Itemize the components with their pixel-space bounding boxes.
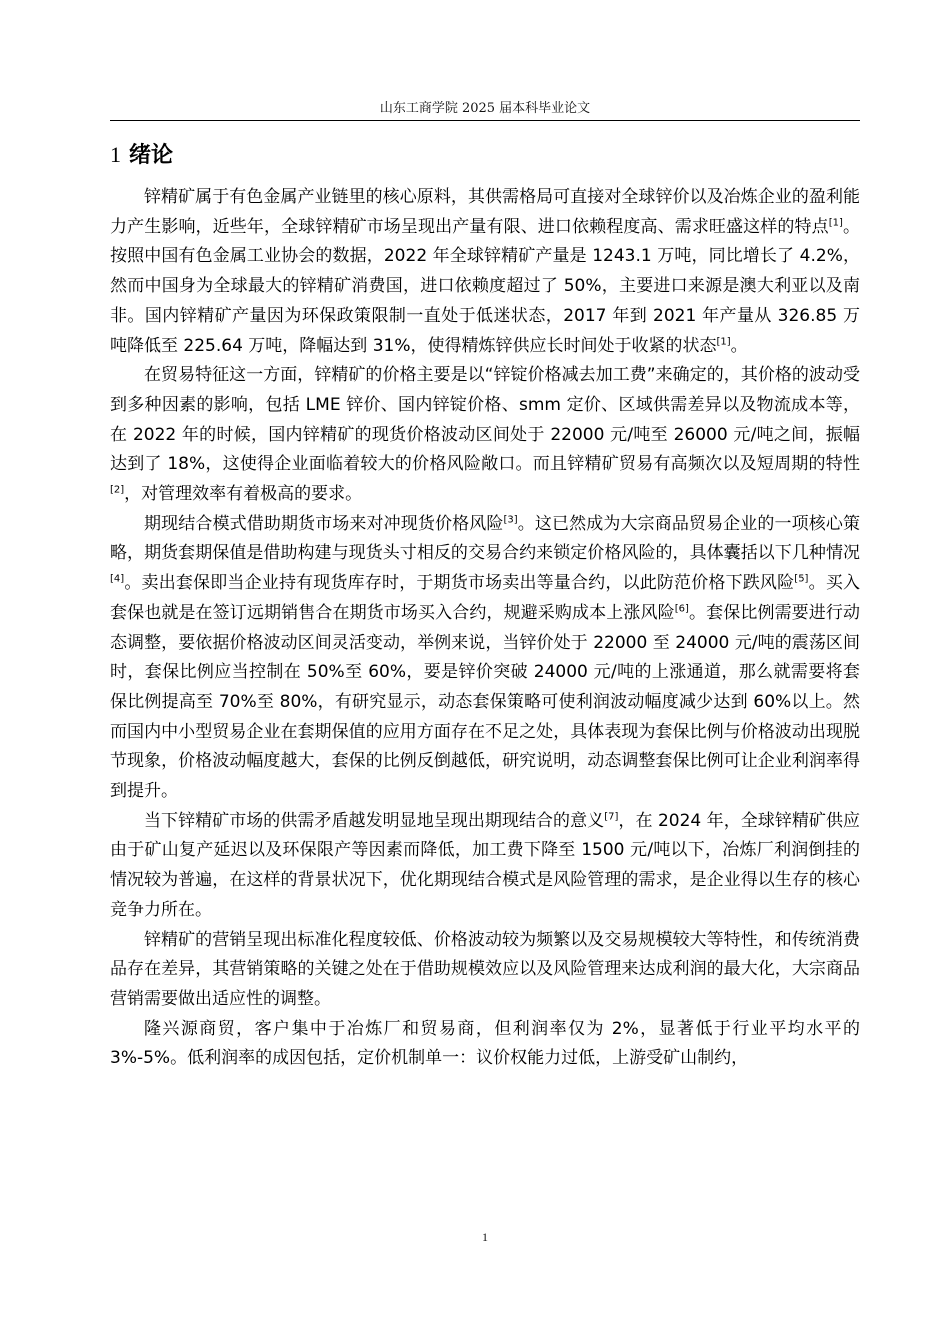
header-rule [110, 120, 860, 121]
paragraph-text: 在贸易特征这一方面，锌精矿的价格主要是以“锌锭价格减去加工费”来确定的，其价格的波动受到多种因素的影响，包括 LME 锌价、国内锌锭价格、smm 定价、区域供需差异以及物流成本等，在 2022 年的时候，国内锌精矿的现货价格波动区间处于 22000 元/吨至 26000 元/吨之间，振幅达到了 18%，这使得企业面临着较大的价格风险敞口。而且锌精矿贸易有高频次以及短周期的特性 [110, 365, 860, 475]
citation-ref: [6] [674, 603, 689, 615]
paragraph-text: 。买入套保也就是在签订远期销售合在期货市场买入合约，规避采购成本上涨风险 [110, 573, 861, 623]
paragraph-5 [110, 926, 860, 1015]
paragraph-text: 期现结合模式借助期货市场来对冲现货价格风险 [144, 513, 504, 534]
chapter-title [110, 140, 173, 171]
paragraph-text: ，对管理效率有着极高的要求。 [124, 484, 363, 505]
paragraph-text: 。按照中国有色金属工业协会的数据，2022 年全球锌精矿产量是 1243.1 万吨，同比增长了 4.2%，然而中国身为全球最大的锌精矿消费国，进口依赖度超过了 50%，主要进口来源是澳大利亚以及南非。国内锌精矿产量因为环保政策限制一直处于低迷状态，2017 年到 2021 年产量从 326.85 万吨降低至 225.64 万吨，降幅达到 31%，使得精炼锌供应长时间处于收紧的状态 [110, 216, 861, 356]
paragraph-4 [110, 807, 860, 926]
paragraph-text: 锌精矿属于有色金属产业链里的核心原料，其供需格局可直接对全球锌价以及冶炼企业的盈利能力产生影响，近些年，全球锌精矿市场呈现出产量有限、进口依赖程度高、需求旺盛这样的特点 [110, 187, 860, 237]
body-text [110, 183, 860, 1074]
paragraph-text: 锌精矿的营销呈现出标准化程度较低、价格波动较为频繁以及交易规模较大等特性，和传统消费品存在差异，其营销策略的关键之处在于借助规模效应以及风险管理来达成利润的最大化，大宗商品营销需要做出适应性的调整。 [110, 929, 860, 1009]
citation-ref: [1] [828, 217, 843, 229]
paragraph-text: ，在 2024 年，全球锌精矿供应由于矿山复产延迟以及环保限产等因素而降低，加工费下降至 1500 元/吨以下，冶炼厂利润倒挂的情况较为普遍，在这样的背景状况下，优化期现结合模式是风险管理的需求，是企业得以生存的核心竞争力所在。 [110, 810, 860, 920]
paragraph-text: 。套保比例需要进行动态调整，要依据价格波动区间灵活变动，举例来说，当锌价处于 22000 至 24000 元/吨的震荡区间时，套保比例应当控制在 50%至 60%，要是锌价突破 24000 元/吨的上涨通道，那么就需要将套保比例提高至 70%至 80%，有研究显示，动态套保策略可使利润波动幅度减少达到 60%以上。然而国内中小型贸易企业在套期保值的应用方面存在不足之处，具体表现为套保比例与价格波动出现脱节现象，价格波动幅度越大，套保的比例反倒越低，研究说明，动态调整套保比例可让企业利润率得到提升。 [110, 602, 861, 802]
paragraph-6 [110, 1015, 860, 1074]
citation-ref: [5] [794, 573, 809, 585]
chapter-number: 1 [110, 142, 121, 167]
paragraph-text: 隆兴源商贸，客户集中于冶炼厂和贸易商，但利润率仅为 2%，显著低于行业平均水平的 3%-5%。低利润率的成因包括，定价机制单一：议价权能力过低，上游受矿山制约， [110, 1018, 860, 1069]
paragraph-1 [110, 183, 860, 361]
paragraph-2 [110, 361, 860, 510]
running-header: 山东工商学院 2025 届本科毕业论文 [379, 101, 591, 116]
citation-ref: [3] [503, 514, 518, 526]
citation-ref: [2] [110, 484, 125, 496]
paragraph-text: 。这已然成为大宗商品贸易企业的一项核心策略，期货套期保值是借助构建与现货头寸相反的交易合约来锁定价格风险的，具体囊括以下几种情况 [110, 513, 861, 564]
paragraph-3 [110, 510, 860, 807]
citation-ref: [7] [604, 811, 619, 823]
paragraph-text: 。 [730, 335, 748, 356]
citation-ref: [1] [716, 335, 731, 347]
paragraph-text: 。卖出套保即当企业持有现货库存时，于期货市场卖出等量合约，以此防范价格下跌风险 [124, 573, 795, 594]
chapter-title-text: 绪论 [129, 143, 174, 168]
paragraph-text: 当下锌精矿市场的供需矛盾越发明显地呈现出期现结合的意义 [144, 810, 605, 831]
page-number: 1 [482, 1230, 488, 1244]
citation-ref: [4] [110, 573, 125, 585]
